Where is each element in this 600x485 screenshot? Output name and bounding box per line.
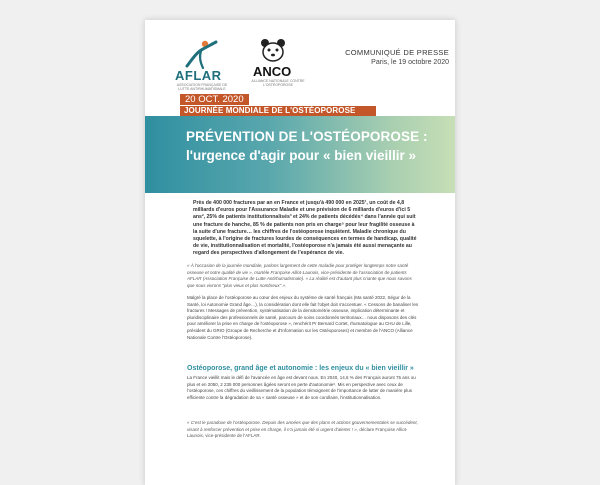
press-release-label: COMMUNIQUÉ DE PRESSE: [345, 48, 449, 57]
section-heading: Ostéoporose, grand âge et autonomie : les enjeux du « bien vieillir »: [187, 365, 414, 372]
anco-name: ANCO: [253, 64, 292, 79]
anco-logo: [247, 38, 307, 88]
press-release-page: [145, 20, 455, 485]
event-name: JOURNÉE MONDIALE DE L'OSTÉOPOROSE: [180, 106, 376, 116]
quote-text: « C'est le paradoxe de l'ostéoporose. Depuis des années que des plans et actions gouvernementales se succèdent, visant à renforcer prévention et prise en charge, il n'a jamais été si urgent d'alerter ! »,: [187, 420, 418, 432]
header-logos: [169, 38, 449, 91]
quote-paragraph-2: [187, 420, 419, 440]
aflar-subtitle: ASSOCIATION FRANÇAISE DE LUTTE ANTIRHUMATISMALE: [176, 83, 228, 91]
quote-paragraph: « À l'occasion de la journée mondiale, parlons largement de cette maladie pour protéger longtemps notre santé osseuse et notre qualité de vie », martèle Françoise Alliot-Launois, vice-présidente de l'association de patients AFLAR (Association Française de Lutte Antirhumatismale). « La réalité est d'autant plus criante que nous savons que nous vivrons "plus vieux et plus nombreux" ».: [187, 263, 412, 288]
quote-author: déclare Françoise Alliot-Launois, vice-présidente de l'AFLAR.: [187, 426, 408, 439]
body-paragraph-2: La France vieillit mais le défi de l'avancée en âge est devant nous. En 2040, 14,6 % des Français auront 75 ans ou plus et en 2050, 2 235 000 personnes âgées seront en perte d'autonomie⁶. Mis en perspective avec ceux de l'ostéoporose, ces chiffres du vieillissement de la population témoignent de l'importance de lutter de manière plus efficiente contre la dégradation de sa « santé osseuse » et de son corollaire, l'institutionnalisation.: [187, 375, 416, 400]
body-paragraph: Malgré la place de l'ostéoporose au cœur des enjeux du système de santé français (Ma santé 2022, Ségur de la Santé, loi Autonomie Grand âge…), la considération dont elle fait l'objet doit s'accentuer. « Cessons de banaliser les fractures ! Messages de prévention, systématisation de la densitométrie osseuse, implication déterminante et pluridisciplinaire des professionnels de santé, parcours de soins coordonnés territoriaux… nous disposons des clés pour améliorer la prise en charge de l'ostéoporose », renchérit Pr Bernard Cortet, rhumatologue au CHU de Lille, président du GRIO (Groupe de Recherche et d'Information sur les Ostéoporoses) et membre de l'ANCO (Alliance Nationale Contre l'Ostéoporose).: [187, 295, 419, 340]
document-subtitle: l'urgence d'agir pour « bien vieillir »: [186, 148, 416, 163]
lead-paragraph: Près de 400 000 fractures par an en France et jusqu'à 490 000 en 2025¹, un coût de 4,8 milliards d'euros pour l'Assurance Maladie et une prévision de 6 milliards d'euros d'ici 5 ans², 25% de patients institutionnalisés³ et 24% de patients décédés⁴ dans l'année qui suit une fracture de hanche, 85 % de patients non pris en charge⁵ pour leur fragilité osseuse à la suite d'une fracture… les chiffres de l'ostéoporose inquiètent. Maladie chronique du squelette, à l'origine de fractures lourdes de conséquences en termes de handicap, qualité de vie, institutionnalisation et mortalité, l'ostéoporose n'a jamais été aussi menaçante au regard des perspectives d'allongement de l'espérance de vie.: [193, 200, 417, 257]
anco-subtitle: ALLIANCE NATIONALE CONTRE L'OSTÉOPOROSE: [251, 79, 305, 87]
aflar-logo: [169, 38, 234, 91]
aflar-figure-icon: [179, 38, 219, 70]
press-date: Paris, le 19 octobre 2020: [371, 59, 449, 66]
aflar-name: AFLAR: [175, 68, 222, 83]
event-date: 20 OCT. 2020: [180, 94, 249, 105]
document-title: PRÉVENTION DE L'OSTÉOPOROSE :: [186, 129, 428, 144]
press-info: [345, 48, 449, 66]
anco-bear-icon: [259, 38, 287, 62]
title-banner: [145, 116, 455, 193]
